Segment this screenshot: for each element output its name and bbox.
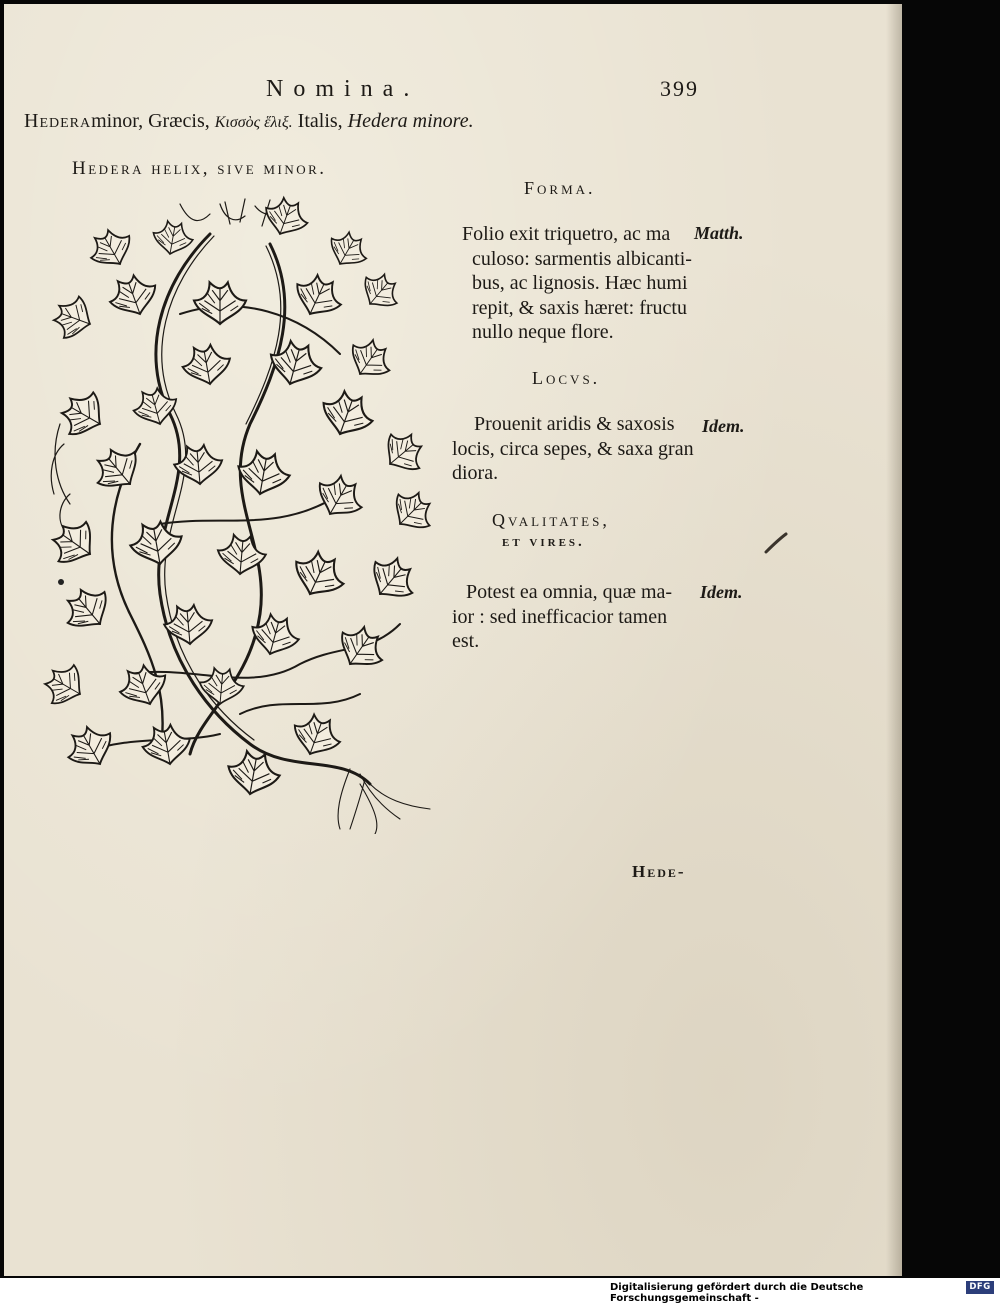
plant-names-line [24,110,474,133]
page-number: 399 [660,76,699,101]
dfg-logo: DFG [966,1281,994,1294]
page-edge-shadow [886,4,902,1276]
margin-note-idem-1: Idem. [702,416,745,436]
forma-line-3: bus, ac lignosis. Hæc humi [472,272,688,294]
digitization-credit: Digitalisierung gefördert durch die Deutsche Forschungsgemeinschaft - [610,1282,864,1304]
margin-note-matth: Matth. [694,223,744,243]
forma-line-1: Folio exit triquetro, ac ma [462,223,671,245]
heading-forma: Forma. [524,178,596,198]
paragraph-forma [462,222,692,345]
qualitates-line-1: Potest ea omnia, quæ ma- [466,581,673,603]
qualitates-line-3: est. [452,630,480,652]
forma-line-2: culoso: sarmentis albicanti- [472,247,692,270]
names-line-greek: Κισσὸς ἕλιξ. [214,114,293,131]
catchword: Hede- [632,862,686,881]
ink-mark [764,532,788,554]
names-line-latin: Hedera [24,110,92,132]
book-page [4,4,902,1276]
ink-dot [58,579,64,585]
names-line-greek-label: minor, Græcis, [91,110,215,132]
heading-et-vires: et vires. [502,534,585,550]
heading-locus: Locvs. [532,368,601,388]
names-line-italian-label: Italis, [292,110,348,132]
forma-line-5: nullo neque flore. [472,321,614,343]
running-head: Nomina. [266,76,420,102]
margin-note-idem-2: Idem. [700,582,743,602]
heading-qualitates: Qvalitates, [492,510,610,530]
locus-line-3: diora. [452,462,499,484]
qualitates-line-2: ior : sed inefficacior tamen [452,605,668,628]
figure-caption: Hedera helix, sive minor. [72,158,327,179]
ivy-woodcut-illustration [40,194,444,834]
locus-line-2: locis, circa sepes, & saxa gran [452,437,694,460]
forma-line-4: repit, & saxis hæret: fructu [472,296,687,319]
locus-line-1: Prouenit aridis & saxosis [474,413,675,435]
paragraph-qualitates [452,580,672,654]
paragraph-locus [452,412,694,486]
names-line-italian: Hedera minore. [347,110,474,132]
